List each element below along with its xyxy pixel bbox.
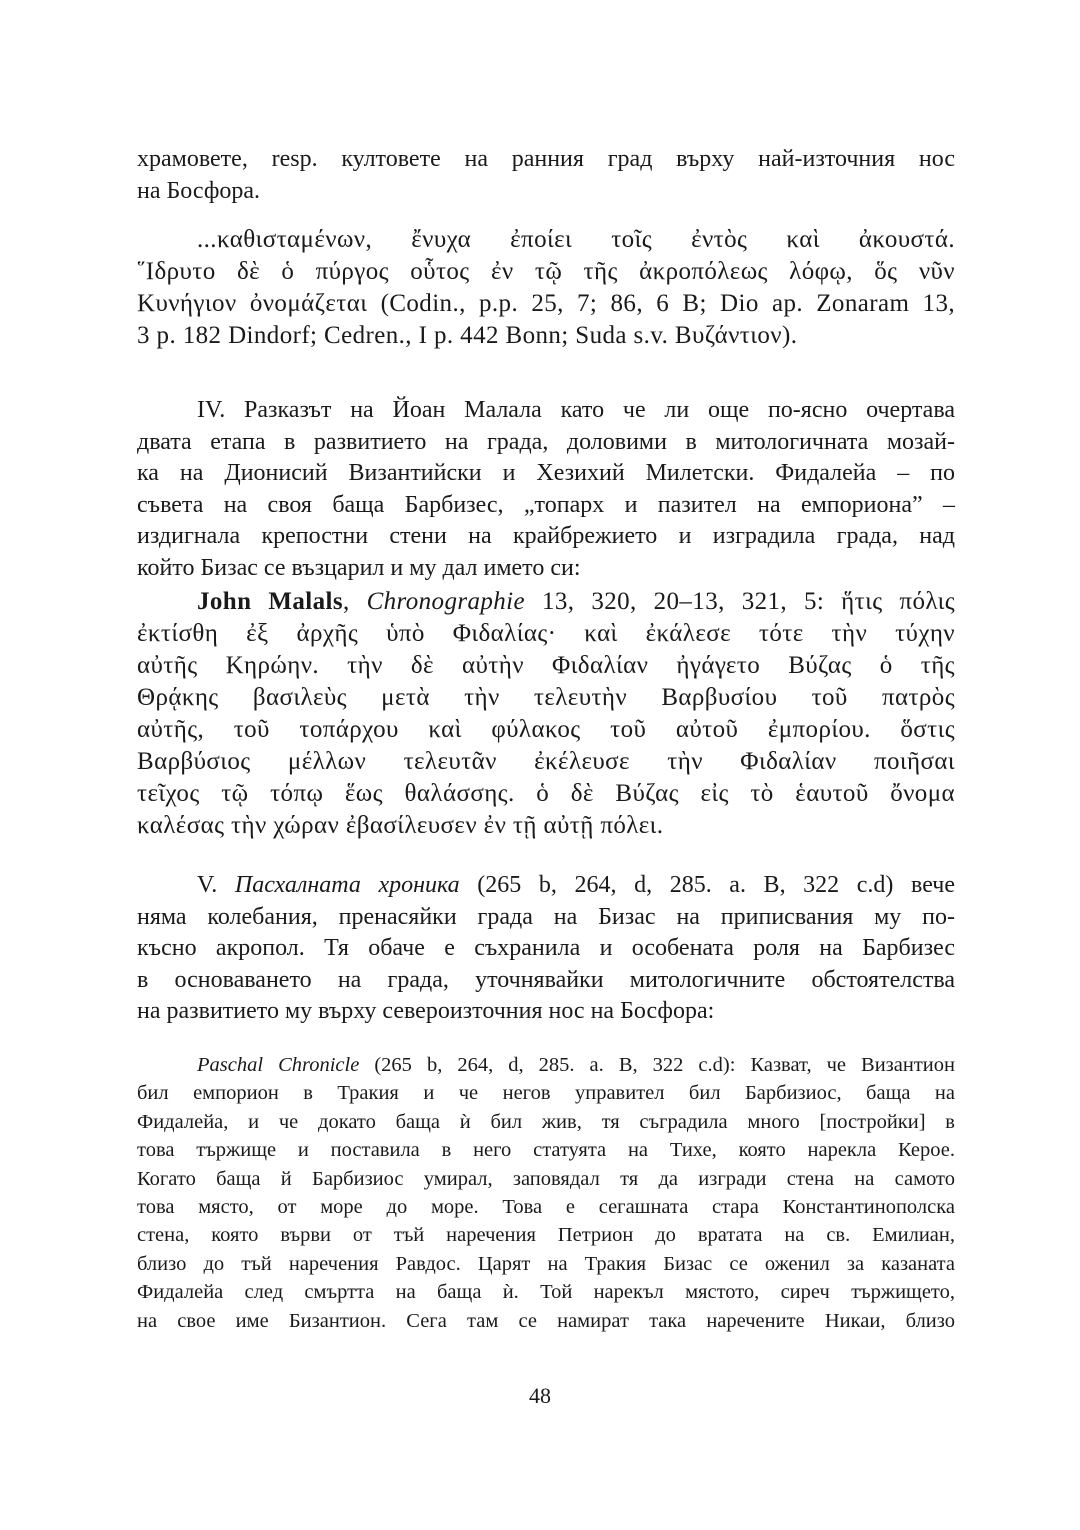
paragraph-intro xyxy=(137,144,955,207)
text-line: в основаването на града, уточнявайки митологичните обстоятелства xyxy=(137,966,955,993)
text-line: 3 p. 182 Dindorf; Cedren., I p. 442 Bonn; Suda s.v. Βυζάντιον). xyxy=(137,322,798,349)
text-line: това място, от море до море. Това е сегашната стара Константинополска xyxy=(137,1195,955,1218)
text-segment: (265 b, 264, d, 285. a. B, 322 c.d) вече xyxy=(459,872,956,898)
text-line: близо до тъй наречения Равдос. Царят на Тракия Бизас се оженил за казаната xyxy=(137,1252,955,1275)
text-line: на развитието му върху североизточния нос на Босфора: xyxy=(137,998,715,1024)
citation-text: 13, 320, 20–13, 321, 5: ἥτις πόλις xyxy=(525,588,955,615)
text-line: Βαρβύσιος μέλλων τελευτᾶν ἐκέλευσε τὴν Φιδαλίαν ποιῆσαι xyxy=(137,748,955,775)
text-line: Κυνήγιον ὀνομάζεται (Codin., p.p. 25, 7; 86, 6 B; Dio ap. Zonaram 13, xyxy=(137,290,955,317)
text-line: на свое име Бизантион. Сега там се намират така наречените Никаи, близо xyxy=(137,1309,955,1332)
page-number: 48 xyxy=(529,1383,551,1408)
text-line: καλέσας τὴν χώραν ἐβασίλευσεν ἐν τῇ αὐτῇ πόλει. xyxy=(137,812,664,839)
source-title: Пасхалната хроника xyxy=(234,872,460,898)
text-line: Θρᾴκης βασιλεὺς μετὰ τὴν τελευτὴν Βαρβυσίου τοῦ πατρὸς xyxy=(137,684,955,711)
text-line: Когато баща й Барбизиос умирал, заповядал тя да изгради стена на самото xyxy=(137,1167,955,1190)
text-line: Фидалейа, и че докато баща ѝ бил жив, тя съградила много [постройки] в xyxy=(137,1110,955,1133)
text-line: ка на Дионисий Византийски и Хезихий Милетски. Фидалейа – по xyxy=(137,460,955,486)
text-line xyxy=(137,1051,955,1079)
text-line: ...καθισταμένων, ἔνυχα ἐποίει τοῖς ἐντὸς καὶ ἀκουστά. xyxy=(197,226,955,253)
text-line xyxy=(137,870,955,902)
text-line: бил емпорион в Тракия и че негов управител бил Барбизиос, баща на xyxy=(137,1082,955,1105)
text-line: това тържище и поставила в него статуята на Тихе, която нарекла Керое. xyxy=(137,1139,955,1162)
text-line: двата етапа в развитието на града, доловими в митологичната мозай- xyxy=(137,428,955,455)
text-line: няма колебания, пренасяйки града на Бизас на приписвания му по- xyxy=(137,903,955,930)
text-line: на Босфора. xyxy=(137,177,261,204)
section-number: V. xyxy=(197,872,235,898)
paragraph-iv xyxy=(137,395,955,584)
paragraph-v xyxy=(137,870,955,1028)
text-line: αὐτῆς Κηρώην. τὴν δὲ αὐτὴν Φιδαλίαν ἠγάγετο Βύζας ὁ τῆς xyxy=(137,652,955,679)
text-segment: (265 b, 264, d, 285. a. B, 322 c.d): Казват, че Византион xyxy=(359,1054,955,1076)
citation-work: Chronographie xyxy=(366,588,526,615)
greek-quote-codinus xyxy=(137,224,955,352)
paschal-chronicle-translation xyxy=(137,1051,955,1335)
text-line: ῞Ιδρυτο δὲ ὁ πύργος οὗτος ἐν τῷ τῆς ἀκροπόλεως λόφῳ, ὅς νῦν xyxy=(137,258,955,285)
text-line: John Malals, Chronographie 13, 320, 20–13, 321, 5: ἥτις πόλις xyxy=(197,588,955,615)
source-title: Paschal Chronicle xyxy=(197,1054,360,1076)
text-line: съвета на своя баща Барбизес, „топарх и пазител на емпориона” – xyxy=(137,491,955,518)
text-line: τεῖχος τῷ τόπῳ ἕως θαλάσσης. ὁ δὲ Βύζας εἰς τὸ ἑαυτοῦ ὄνομα xyxy=(137,780,955,807)
text-line: издигнала крепостни стени на крайбрежието и изградила града, над xyxy=(137,523,955,549)
text-line: IV. Разказът на Йоан Малала като че ли още по-ясно очертава xyxy=(197,397,955,423)
citation-author: John Malals xyxy=(197,588,343,615)
greek-quote-malalas xyxy=(137,586,955,842)
text-line: който Бизас се възцарил и му дал името си: xyxy=(137,554,581,581)
text-line: късно акропол. Тя обаче е съхранила и особената роля на Барбизес xyxy=(137,935,955,961)
text-line: αὐτῆς, τοῦ τοπάρχου καὶ φύλακος τοῦ αὐτοῦ ἐμπορίου. ὅστις xyxy=(137,716,955,743)
text-line: храмовете, resp. култовете на ранния град върху най-източния нос xyxy=(137,146,955,172)
text-line: Фидалейа след смъртта на баща ѝ. Той нарекъл мястото, сиреч тържището, xyxy=(137,1281,955,1304)
text-line: ἐκτίσθη ἐξ ἀρχῆς ὑπὸ Φιδαλίας· καὶ ἐκάλεσε τότε τὴν τύχην xyxy=(137,620,955,647)
text-line: стена, която върви от тъй наречения Петрион до вратата на св. Емилиан, xyxy=(137,1224,955,1247)
